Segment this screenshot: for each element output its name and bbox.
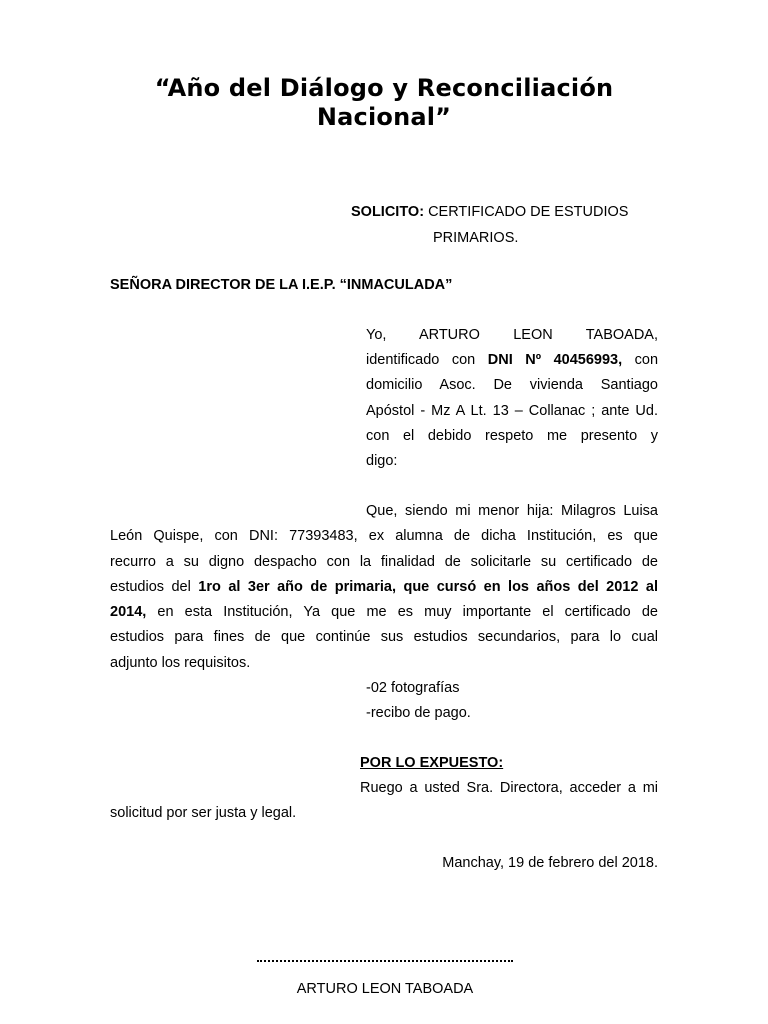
intro-line — [366, 348, 658, 373]
solicito-text-line-2: PRIMARIOS. — [433, 230, 519, 246]
body-line: adjunto los requisitos. — [110, 654, 251, 671]
conclusion-paragraph — [110, 776, 658, 826]
intro-line: Apóstol - Mz A Lt. 13 – Collanac ; ante Ud. — [366, 402, 658, 419]
body-line-text: en esta Institución, Ya que me es muy importante el certificado de — [157, 604, 658, 621]
conclusion-line: Ruego a usted Sra. Directora, acceder a mi — [360, 780, 658, 796]
body-line — [110, 575, 658, 600]
solicito-block — [351, 199, 628, 251]
body-line: estudios para fines de que continúe sus estudios secundarios, para lo cual — [110, 629, 658, 646]
dni-bold: DNI Nº 40456993, — [487, 352, 623, 369]
intro-paragraph — [366, 323, 658, 474]
por-lo-expuesto-heading: POR LO EXPUESTO: — [360, 755, 504, 771]
title-line-2: Nacional” — [316, 103, 452, 131]
body-paragraph — [110, 499, 658, 676]
addressee: SEÑORA DIRECTOR DE LA I.E.P. “INMACULADA” — [110, 277, 453, 293]
body-line — [110, 600, 658, 625]
intro-line: con el debido respeto me presento y — [366, 427, 658, 444]
signature-line — [257, 956, 513, 962]
intro-line: Yo, ARTURO LEON TABOADA, — [366, 327, 658, 343]
conclusion-line: solicitud por ser justa y legal. — [110, 805, 297, 821]
intro-line-text: identificado con — [366, 352, 476, 369]
body-line: Que, siendo mi menor hija: Milagros Luisa — [366, 503, 658, 519]
solicito-label: SOLICITO: — [351, 204, 425, 220]
year-bold: 2014, — [110, 604, 147, 621]
date-line: Manchay, 19 de febrero del 2018. — [442, 855, 658, 871]
requirement-item: -02 fotografías — [366, 680, 460, 696]
intro-line: digo: — [366, 452, 398, 469]
intro-line: domicilio Asoc. De vivienda Santiago — [366, 377, 658, 394]
body-line-text: estudios del — [110, 578, 191, 595]
body-line: recurro a su digno despacho con la finalidad de solicitarle su certificado de — [110, 553, 658, 570]
signature-name: ARTURO LEON TABOADA — [296, 981, 474, 997]
intro-line-text: con — [634, 352, 659, 369]
title-line-1: “Año del Diálogo y Reconciliación — [154, 74, 614, 102]
body-line: León Quispe, con DNI: 77393483, ex alumna de dicha Institución, es que — [110, 528, 658, 545]
solicito-text-line-1: CERTIFICADO DE ESTUDIOS — [428, 204, 629, 220]
grades-bold: 1ro al 3er año de primaria, que cursó en los años del 2012 al — [198, 578, 658, 595]
document-title — [100, 74, 668, 132]
requirement-item: -recibo de pago. — [366, 705, 471, 721]
